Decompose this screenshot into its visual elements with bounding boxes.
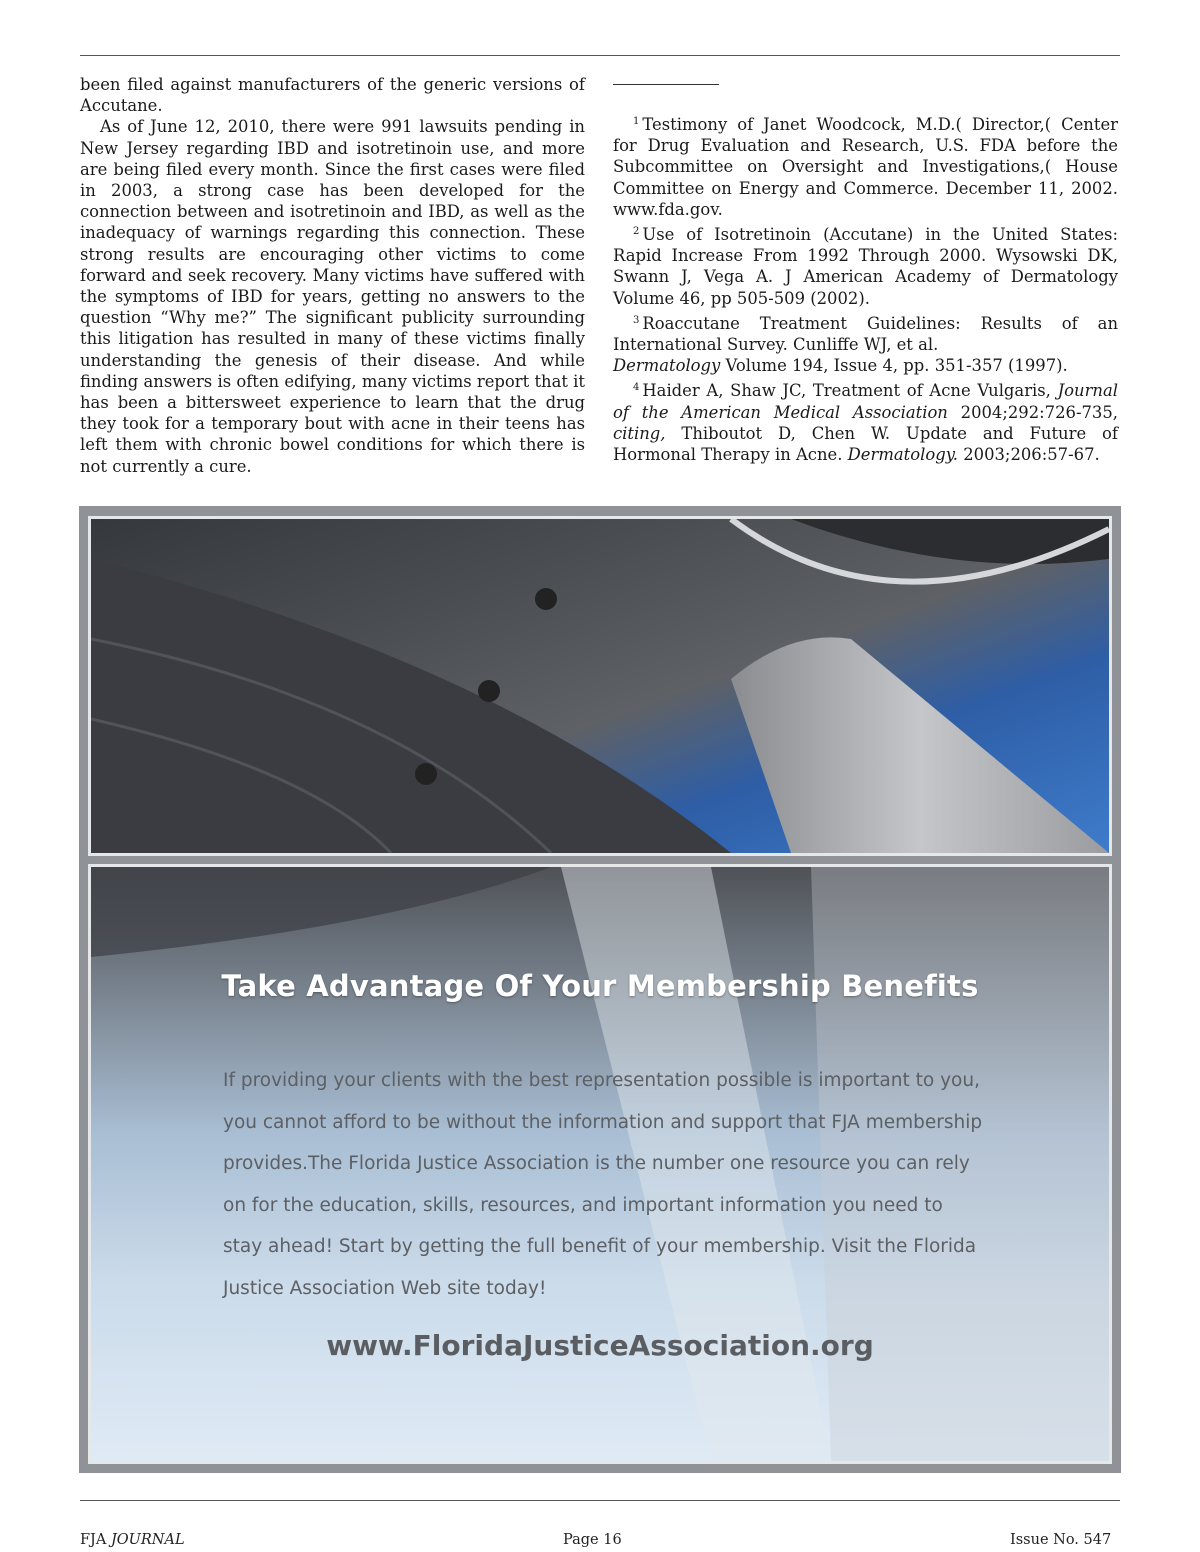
footnote-text: Testimony of Janet Woodcock, M.D.( Director,( Center for Drug Evaluation and Research, U.S. FDA before the Subcommittee on Oversight and Investigations,( House Committee on Energy and Commerce. December 11, 2002. www.fda.gov. (613, 115, 1118, 219)
ad-website-link[interactable]: www.FloridaJusticeAssociation.org (326, 1329, 874, 1362)
footnote-3 (613, 310, 1118, 377)
article-column (80, 74, 585, 477)
article-paragraph: As of June 12, 2010, there were 991 lawsuits pending in New Jersey regarding IBD and isotretinoin use, and more are being filed every month. Since the first cases were filed in 2003, a strong case has been developed for the connection between and isotretinoin and IBD, as well as the inadequacy of warnings regarding this connection. These strong results are encouraging other victims to come forward and seek recovery. Many victims have suffered with the symptoms of IBD for years, getting no answers to the question “Why me?” The significant publicity surrounding this litigation has resulted in many of these victims finally understanding the genesis of their disease. And while finding answers is often edifying, many victims report that it has been a bittersweet experience to learn that the drug they took for a temporary bout with acne in their teens has left them with chronic bowel conditions for which there is not currently a cure. (80, 117, 585, 476)
footer-page-number: Page 16 (563, 1532, 622, 1548)
footnote-text: 2003;206:57-67. (958, 445, 1100, 465)
footnotes-column (613, 84, 1118, 466)
footnote-2 (613, 221, 1118, 309)
footnote-citing: citing, (613, 423, 666, 443)
footnote-journal: Dermatology (613, 356, 721, 376)
footnote-journal: Journal of the American Medical Association (613, 381, 1118, 422)
publication-prefix: FJA (80, 1532, 107, 1548)
header-rule (80, 55, 1120, 56)
footnote-4 (613, 377, 1118, 465)
ad-body-text: If providing your clients with the best representation possible is important to you, you cannot afford to be without the information and support that FJA membership provides.The Florida Justice Association is the number one resource you can rely on for the education, skills, resources, and important information you need to stay ahead! Start by getting the full benefit of your membership. Visit the Florida Justice Association Web site today! (223, 1070, 983, 1299)
footer-issue-number: Issue No. 547 (1010, 1532, 1112, 1548)
footnote-number: 3 (633, 314, 640, 326)
footnote-text: Roaccutane Treatment Guidelines: Results of an International Survey. Cunliffe WJ, et al. (613, 313, 1118, 355)
footnote-1 (613, 111, 1118, 220)
footer-rule (80, 1500, 1120, 1501)
footnote-text: Use of Isotretinoin (Accutane) in the United States: Rapid Increase From 1992 Through 2000. Wysowski DK, Swann J, Vega A. J American Academy of Dermatology Volume 46, pp 505-509 (2002). (613, 225, 1118, 308)
footer-publication (80, 1532, 185, 1548)
footnote-separator (613, 84, 719, 85)
footnote-text: Haider A, Shaw JC, Treatment of Acne Vulgaris, (642, 381, 1058, 401)
article-paragraph: been filed against manufacturers of the generic versions of Accutane. (80, 75, 585, 116)
footnote-number: 4 (633, 382, 640, 394)
ad-text-panel (88, 864, 1112, 1464)
membership-advertisement (79, 506, 1121, 1473)
footnote-number: 2 (633, 226, 640, 238)
footnote-number: 1 (633, 116, 640, 127)
ad-photo-top (88, 516, 1112, 856)
footnote-journal: Dermatology. (847, 445, 958, 465)
publication-name: JOURNAL (110, 1532, 185, 1548)
footnote-text: 2004;292:726-735, (947, 402, 1118, 422)
ad-headline: Take Advantage Of Your Membership Benefits (221, 969, 979, 1003)
column-photo (91, 519, 1109, 853)
footnote-text: Thiboutot D, Chen W. Update and Future of Hormonal Therapy in Acne. (613, 423, 1118, 465)
footnote-text: Volume 194, Issue 4, pp. 351-357 (1997). (720, 356, 1068, 376)
